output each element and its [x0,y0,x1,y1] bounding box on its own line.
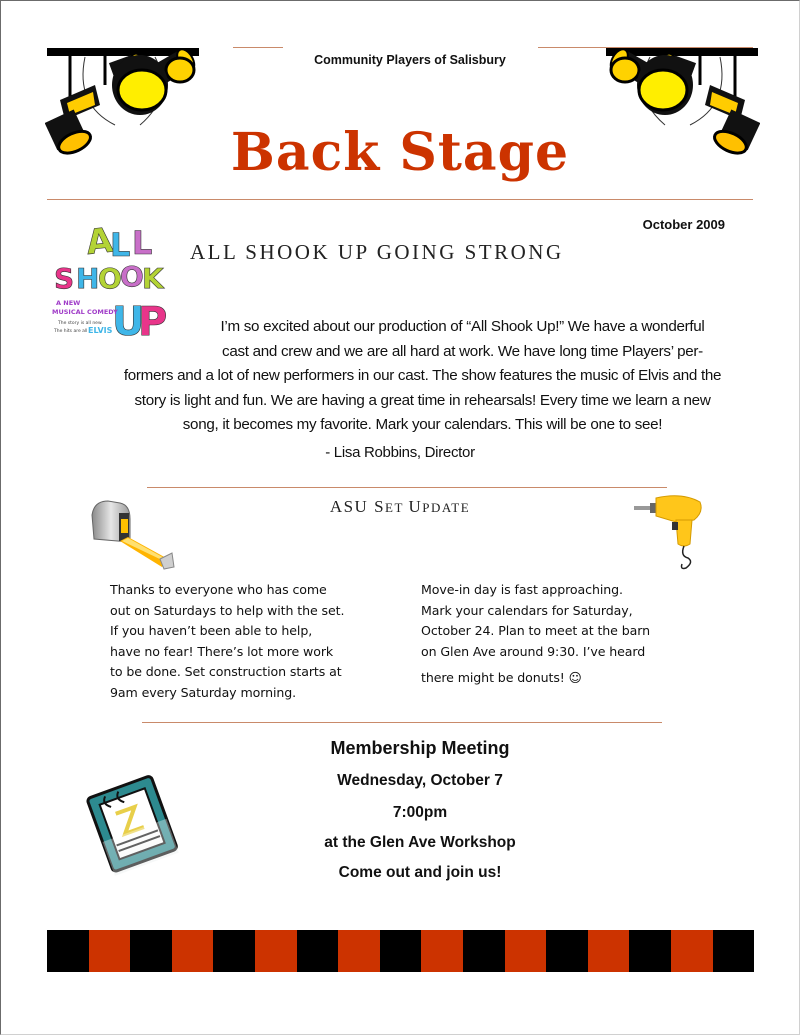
svg-text:A NEW: A NEW [56,299,81,307]
meeting-date: Wednesday, October 7 [337,772,503,789]
stripe-segment [671,930,713,972]
power-drill-icon [632,492,707,572]
svg-text:U: U [112,299,145,345]
svg-text:K: K [142,262,164,295]
stripe-segment [463,930,505,972]
header-rule-left [233,47,283,48]
column-line: there might be donuts! ☺ [421,670,582,685]
article-signature: - Lisa Robbins, Director [325,444,475,461]
svg-text:MUSICAL COMEDY: MUSICAL COMEDY [52,308,118,316]
section-title-part: PDATE [422,500,471,515]
column-line: Mark your calendars for Saturday, [421,602,633,618]
stripe-segment [89,930,131,972]
meeting-divider [142,722,662,723]
calendar-icon [85,765,185,915]
svg-text:S: S [54,262,75,295]
article-line: cast and crew and we are all hard at work. We have long time Players’ per- [222,342,703,360]
column-line: on Glen Ave around 9:30. I’ve heard [421,643,646,659]
issue-date: October 2009 [642,217,725,232]
stripe-segment [629,930,671,972]
set-update-left-column [110,580,400,703]
stripe-segment [421,930,463,972]
stripe-segment [130,930,172,972]
stripe-segment [588,930,630,972]
meeting-time: 7:00pm [392,804,448,821]
section-title-part: ET [385,500,409,515]
svg-text:O: O [120,260,144,293]
svg-text:L: L [132,224,153,262]
stripe-segment [47,930,89,972]
article-line: I’m so excited about our production of “All Shook Up!” We have a wonderful [220,318,705,335]
tape-measure-icon [86,497,176,572]
column-line: to be done. Set construction starts at [110,664,342,679]
column-line: 9am every Saturday morning. [110,684,297,700]
section-title-part: S [374,497,386,516]
masthead-divider [47,199,753,200]
org-name: Community Players of Salisbury [314,53,506,67]
stripe-segment [172,930,214,972]
header-rule-right [538,47,753,48]
column-line: October 24. Plan to meet at the barn [421,623,650,638]
stripe-segment [380,930,422,972]
stripe-segment [505,930,547,972]
article-line: formers and a lot of new performers in our cast. The show features the music of Elvis and the [123,367,722,384]
stripe-segment [713,930,755,972]
stripe-segment [297,930,339,972]
svg-text:L: L [110,226,131,264]
meeting-title: Membership Meeting [330,738,510,758]
masthead-title: Back Stage [230,122,570,183]
meeting-location: at the Glen Ave Workshop [324,834,516,851]
svg-text:ELVIS: ELVIS [88,326,113,335]
stripe-segment [213,930,255,972]
stripe-segment [255,930,297,972]
column-line: Move-in day is fast approaching. [421,582,623,597]
section-title-part: U [408,497,423,516]
svg-text:H: H [76,262,100,295]
svg-text:O: O [98,262,122,295]
svg-text:The hits are all: The hits are all [54,329,88,334]
section-divider [147,487,667,488]
article-line: story is light and fun. We are having a great time in rehearsals! Every time we learn a new [134,391,711,409]
article-body [95,315,750,438]
svg-text:P: P [138,299,168,345]
svg-text:A: A [84,220,115,264]
svg-text:The story is all new.: The story is all new. [58,321,103,326]
article-line: song, it becomes my favorite. Mark your calendars. This will be one to see! [182,416,663,433]
column-line: Thanks to everyone who has come [110,582,327,597]
column-line: out on Saturdays to help with the set. [110,602,345,618]
column-line: have no fear! There’s lot more work [110,643,334,659]
footer-stripe-border [47,930,754,972]
meeting-call-to-action: Come out and join us! [338,864,502,881]
column-line: If you haven’t been able to help, [110,623,313,638]
stripe-segment [338,930,380,972]
article-title: ALL SHOOK UP GOING STRONG [190,240,564,264]
section-title-part: ASU [329,497,375,516]
stripe-segment [546,930,588,972]
set-update-right-column [421,580,711,689]
section-title [200,497,600,517]
